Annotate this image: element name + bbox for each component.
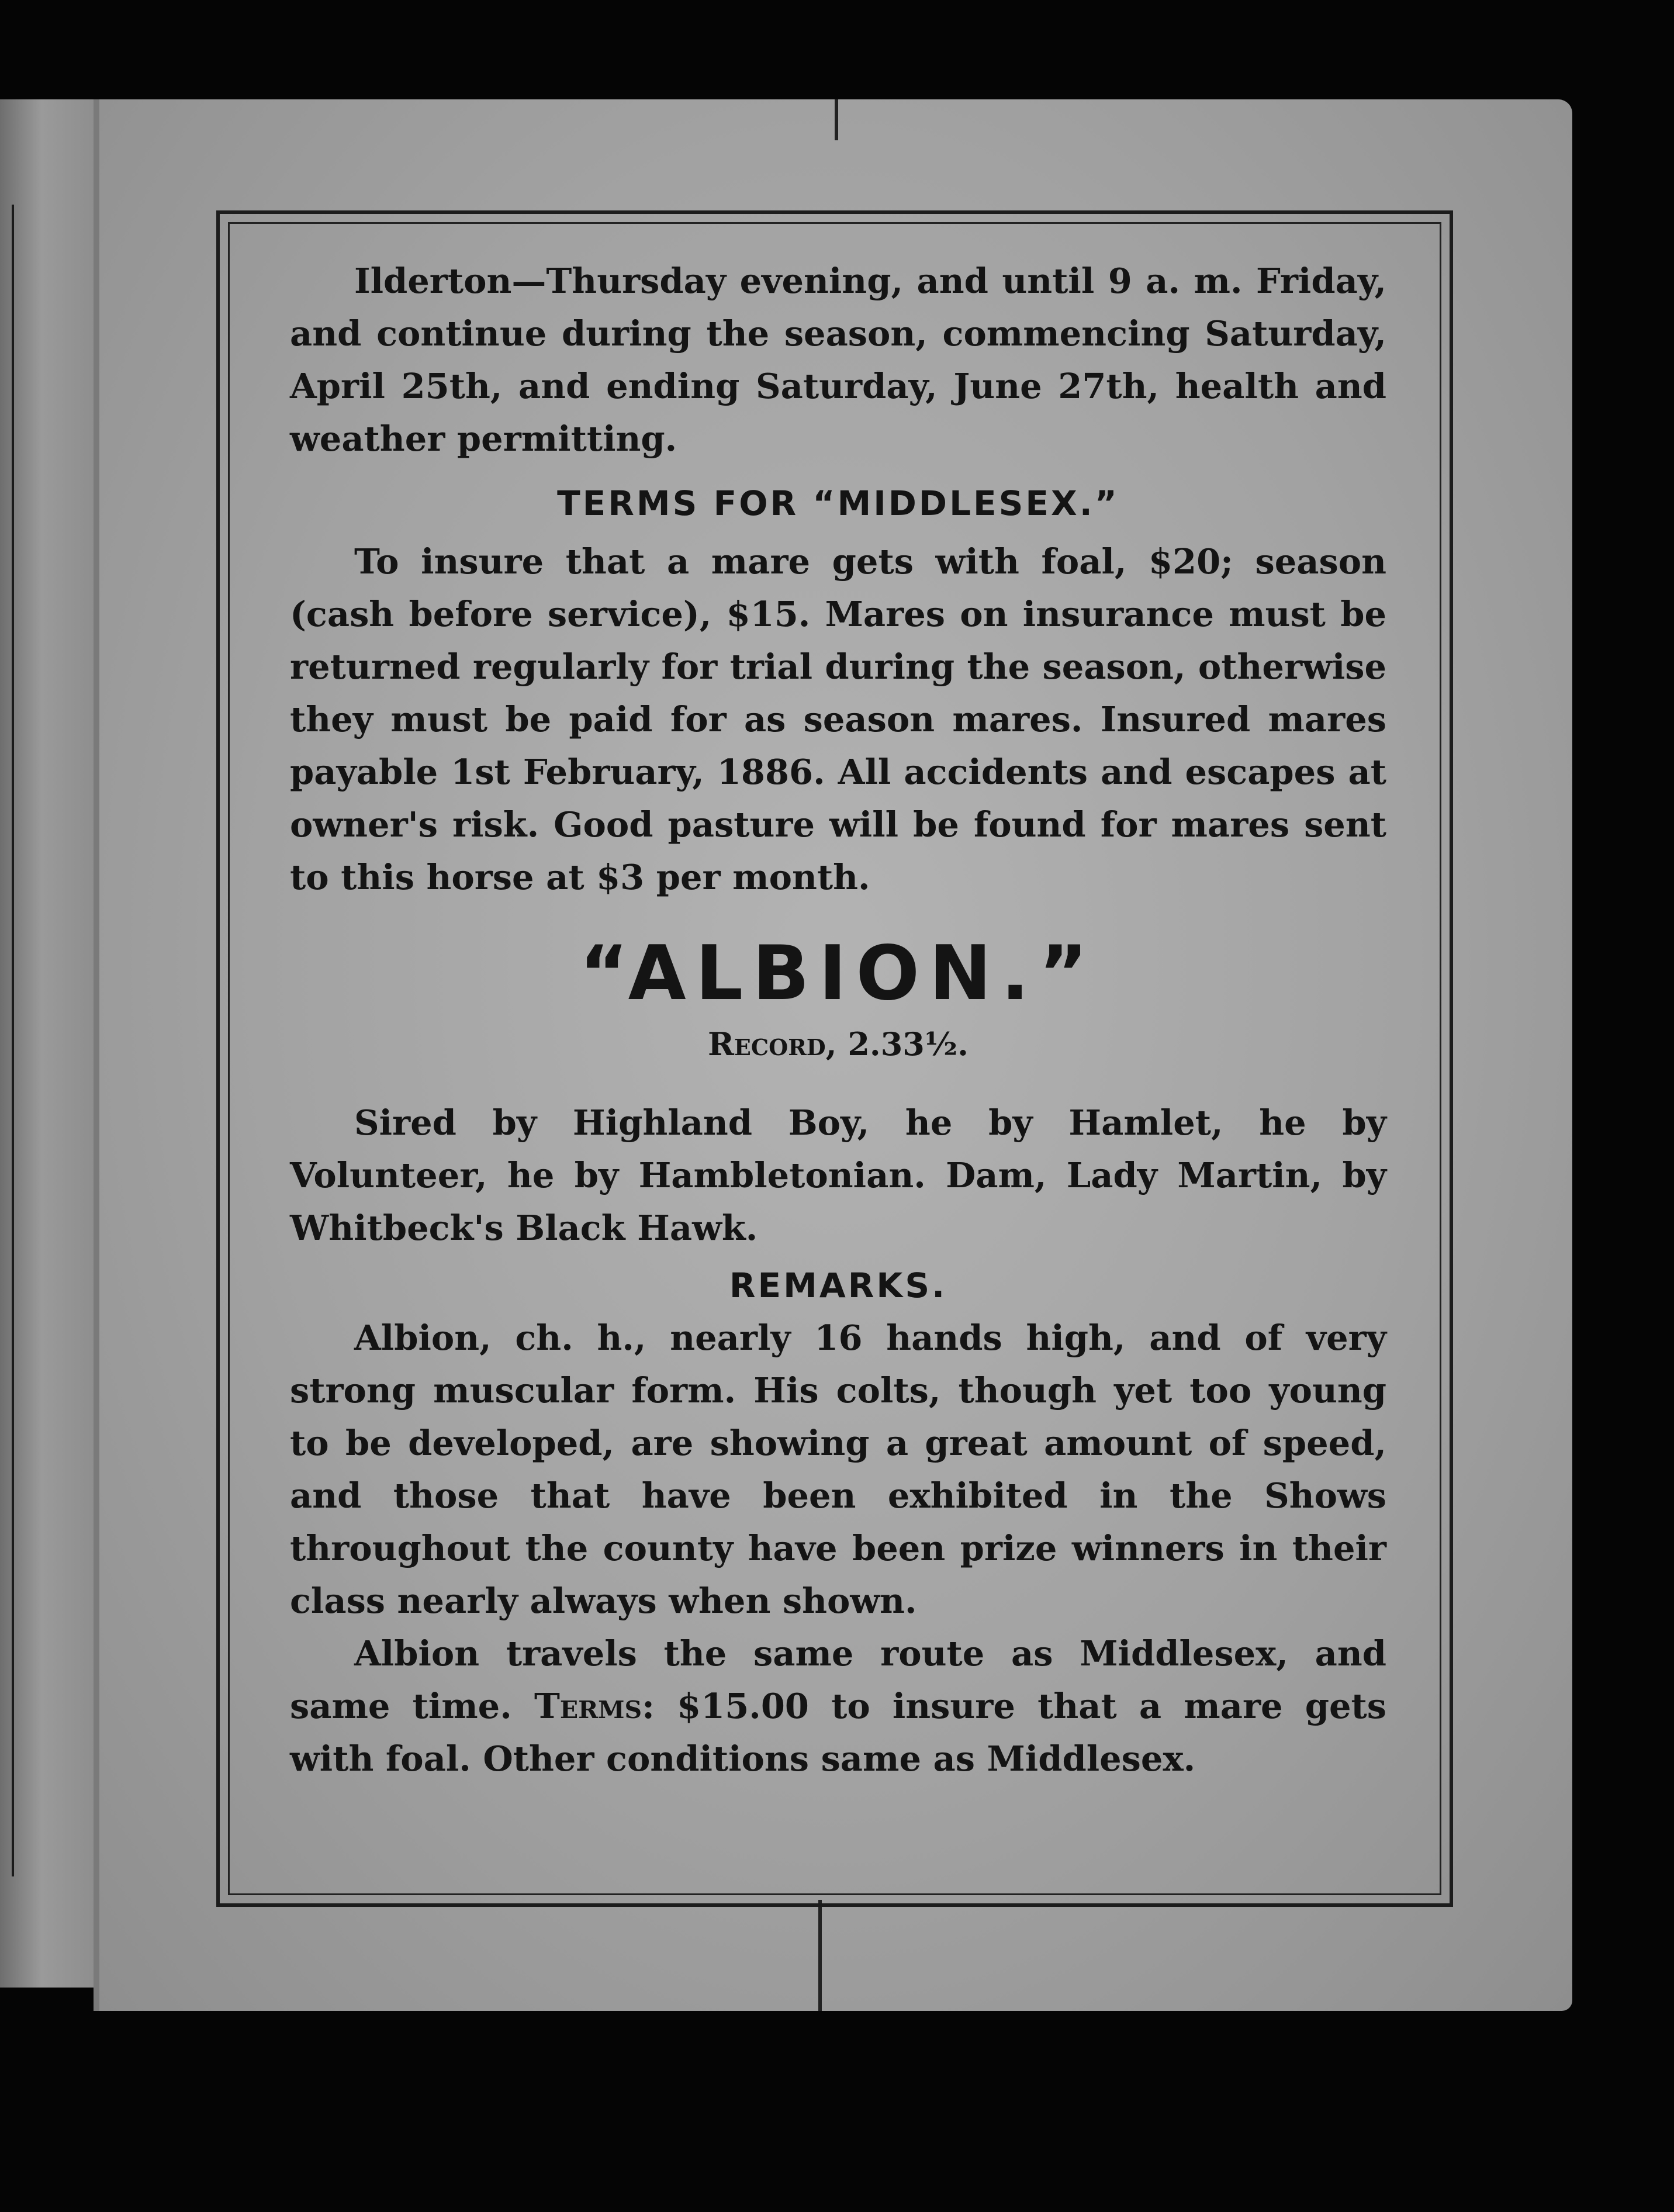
page-fold-bottom	[818, 1900, 822, 2011]
terms-heading: TERMS FOR “MIDDLESEX.”	[557, 483, 1119, 523]
remarks-paragraph: Albion, ch. h., nearly 16 hands high, and of very strong muscular form. His colts, though yet too young to be developed, are showing a great amount of speed, and those that have been exhibited in the Shows throughout the county have been prize winners in their class nearly always when shown.	[290, 1318, 1386, 1621]
ruled-frame	[216, 210, 1453, 1907]
closing-lead: Albion travels the same route as Middlesex, and same time.	[290, 1633, 1386, 1726]
closing-paragraph	[290, 1627, 1386, 1785]
schedule-paragraph: Ilderton—Thursday evening, and until 9 a. m. Friday, and continue during the season, commencing Saturday, April 25th, and ending Saturday, June 27th, health and weather permitting.	[290, 261, 1386, 459]
albion-title: “ALBION.”	[579, 930, 1098, 1017]
record-line: Record, 2.33½.	[708, 1025, 969, 1063]
terms-label: Terms	[534, 1686, 642, 1726]
remarks-heading: REMARKS.	[729, 1266, 947, 1305]
terms-paragraph: To insure that a mare gets with foal, $20; season (cash before service), $15. Mares on insurance must be returned regularly for trial during the season, otherwise they must be paid for as season mares. Insured mares payable 1st February, 1886. All accidents and escapes at owner's risk. Good pasture will be found for mares sent to this horse at $3 per month.	[290, 541, 1386, 897]
advertisement-text	[290, 255, 1386, 1785]
adjacent-page-rule	[0, 205, 14, 1876]
page-fold-left	[94, 99, 99, 2011]
pedigree-paragraph: Sired by Highland Boy, he by Hamlet, he by Volunteer, he by Hambletonian. Dam, Lady Martin, by Whitbeck's Black Hawk.	[290, 1102, 1386, 1248]
closing-terms: : $15.00 to insure that a mare gets with foal. Other conditions same as Middlesex.	[290, 1686, 1386, 1779]
page-fold-top	[835, 99, 838, 140]
document-page	[94, 99, 1572, 2011]
adjacent-page-edge	[0, 99, 104, 1988]
